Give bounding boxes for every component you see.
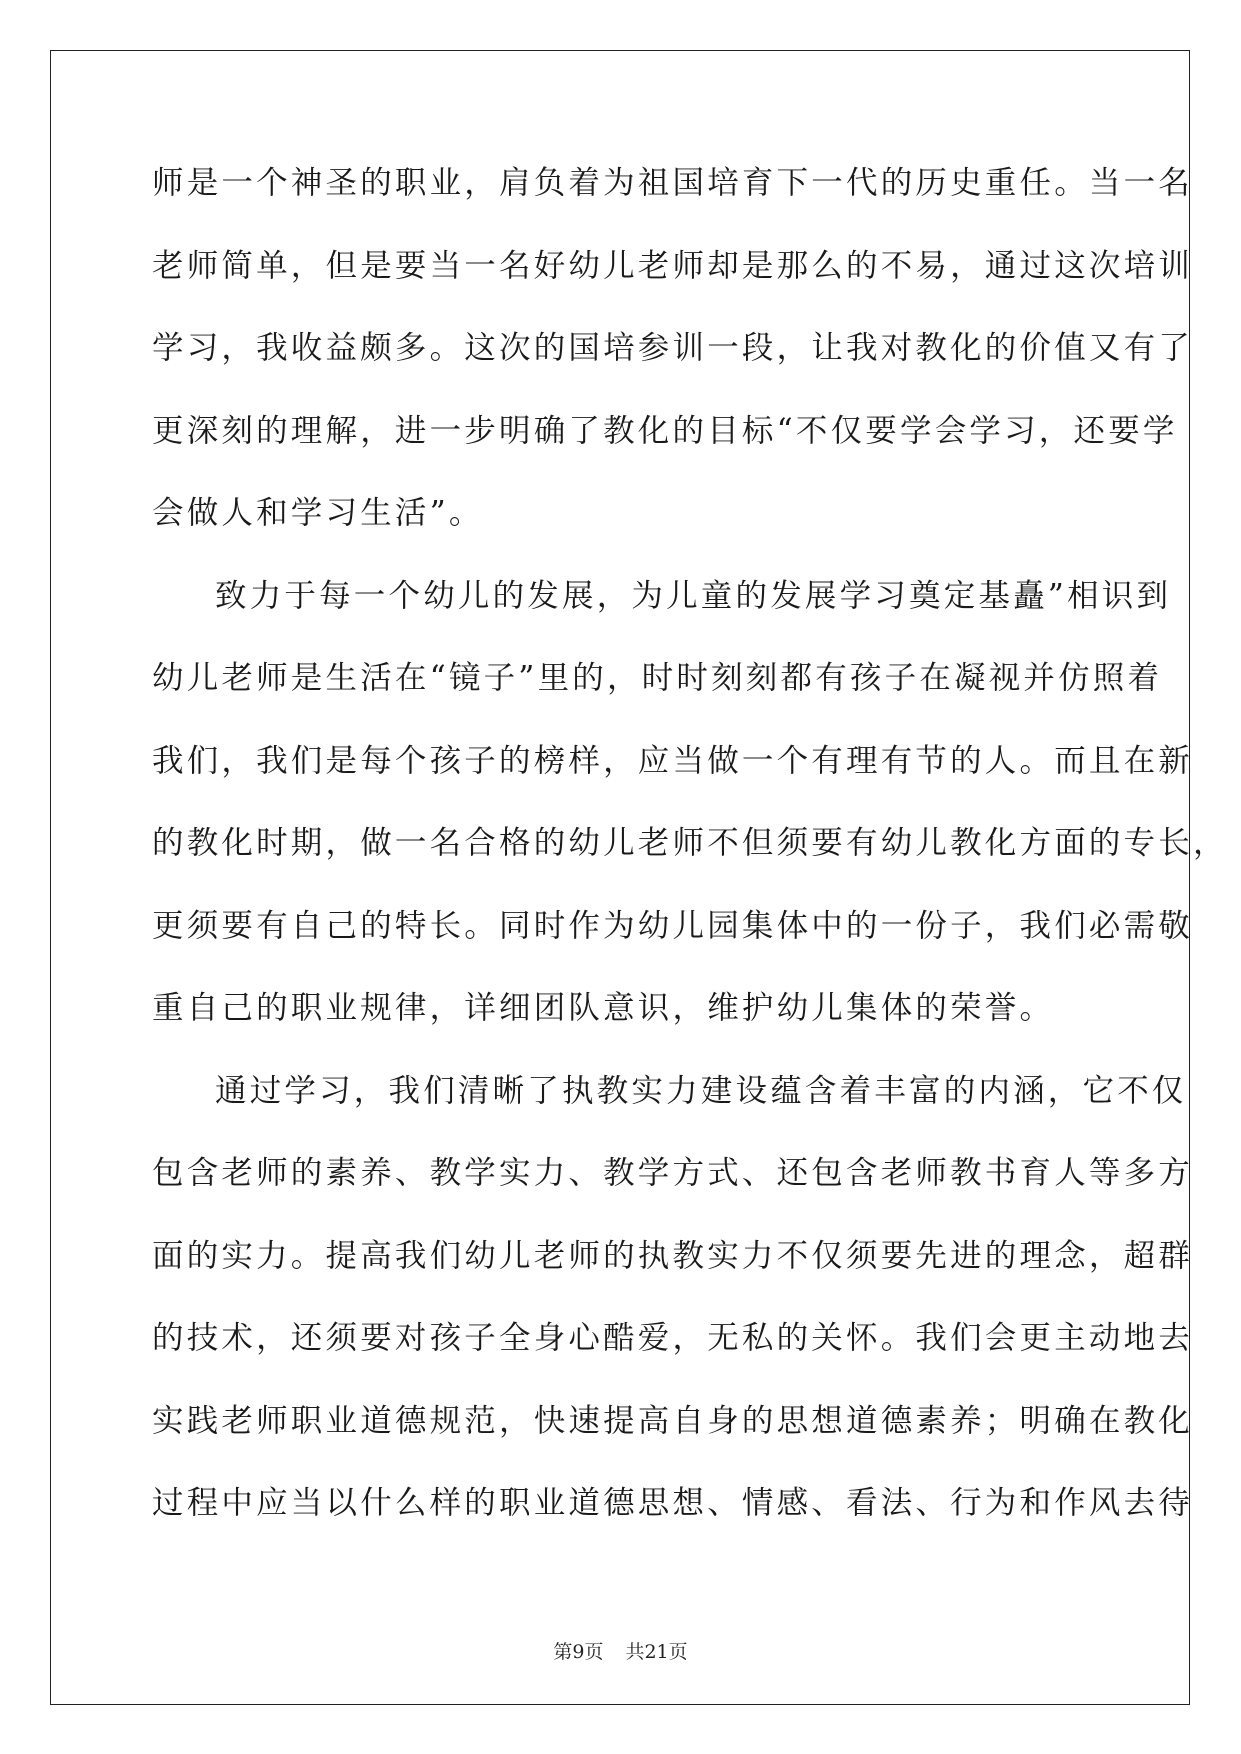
page-total: 共21页	[625, 1641, 688, 1663]
text-line: 老师简单，但是要当一名好幼儿老师却是那么的不易，通过这次培训	[152, 247, 1194, 284]
text-line: 学习，我收益颇多。这次的国培参训一段，让我对教化的价值又有了	[152, 330, 1194, 366]
text-line: 更深刻的理解，进一步明确了教化的目标“不仅要学会学习，还要学	[152, 412, 1178, 449]
page-number: 第9页	[553, 1641, 604, 1663]
text-line: 的教化时期，做一名合格的幼儿老师不但须要有幼儿教化方面的专长，	[152, 825, 1228, 861]
text-line: 过程中应当以什么样的职业道德思想、情感、看法、行为和作风去待	[152, 1485, 1194, 1521]
text-line: 包含老师的素养、教学实力、教学方式、还包含老师教书育人等多方	[152, 1155, 1194, 1191]
document-body	[152, 162, 1228, 1565]
text-line: 致力于每一个幼儿的发展，为儿童的发展学习奠定基矗”相识到	[215, 577, 1172, 614]
text-line: 我们，我们是每个孩子的榜样，应当做一个有理有节的人。而且在新	[152, 742, 1194, 779]
text-line: 重自己的职业规律，详细团队意识，维护幼儿集体的荣誉。	[152, 990, 1055, 1026]
page-footer	[0, 1637, 1241, 1664]
text-line: 会做人和学习生活”。	[152, 495, 484, 531]
text-line: 师是一个神圣的职业，肩负着为祖国培育下一代的历史重任。当一名	[152, 165, 1194, 201]
text-line: 幼儿老师是生活在“镜子”里的，时时刻刻都有孩子在凝视并仿照着	[152, 660, 1163, 696]
text-line: 面的实力。提高我们幼儿老师的执教实力不仅须要先进的理念，超群	[152, 1237, 1194, 1274]
text-line: 的技术，还须要对孩子全身心酷爱，无私的关怀。我们会更主动地去	[152, 1320, 1194, 1356]
text-line: 通过学习，我们清晰了执教实力建设蕴含着丰富的内涵，它不仅	[215, 1072, 1187, 1109]
text-line: 实践老师职业道德规范，快速提高自身的思想道德素养；明确在教化	[152, 1402, 1194, 1439]
text-line: 更须要有自己的特长。同时作为幼儿园集体中的一份子，我们必需敬	[152, 907, 1194, 944]
